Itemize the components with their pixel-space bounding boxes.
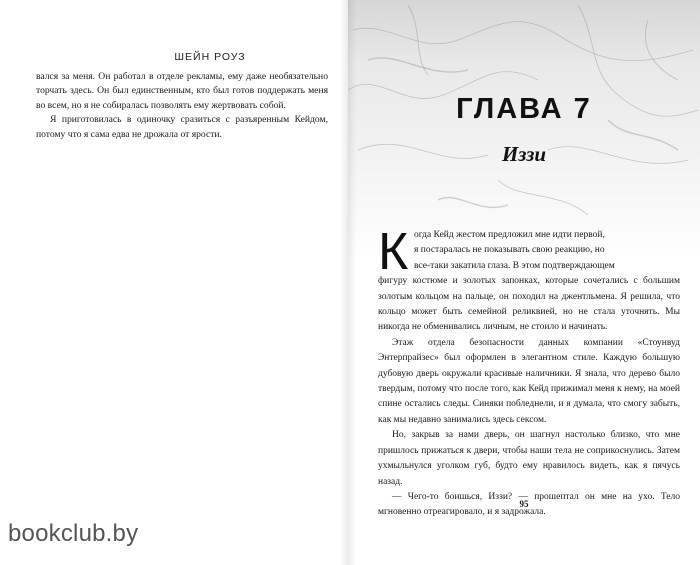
chapter-title: ГЛАВА 7 — [456, 93, 592, 125]
right-page-text — [378, 223, 680, 521]
text-line: я постаралась не показывать свою реакцию, но — [414, 245, 605, 256]
left-page — [0, 0, 348, 565]
text-line: огда Кейд жестом предложил мне идти первой, — [414, 230, 605, 240]
paragraph: — Чего-то боишься, Иззи? — прошептал он мне на ухо. Тело мгновенно отреагировало, и я задрожала. — [378, 491, 680, 518]
marble-background — [348, 0, 700, 260]
paragraph: фигуру костюме и золотых запонках, которые сочетались с большим золотым кольцом на пальце, он походил на джентльмена. Я решила, что кольцо может быть семейной реликвией, но не стала уточнять. Мы никогда не обменивались личным, не стоило и начинать. — [378, 276, 680, 333]
paragraph: Я приготовилась в одиночку сразиться с разъяренным Кейдом, потому что я сама едва не дрожала от ярости. — [36, 114, 328, 140]
chapter-subtitle: Иззи — [501, 142, 547, 166]
drop-cap: К — [378, 223, 409, 281]
marble-veins — [348, 0, 700, 260]
text-line: все-таки закатила глаза. В этом подтверждающем — [414, 260, 615, 271]
left-page-text — [36, 70, 328, 142]
paragraph: вался за меня. Он работал в отделе рекламы, ему даже необязательно торчать здесь. Он был единственным, кто был готов поддержать меня во всем, но я не собиралась позволять ему жертвовать собой. — [36, 71, 328, 111]
paragraph: Но, закрыв за нами дверь, он шагнул настолько близко, что мне пришлось прижаться к двери, чтобы наши тела не соприкоснулись. Затем ухмыльнулся уголком губ, будто ему нравилось видеть, как я пячусь назад. — [378, 430, 680, 487]
page-number: 95 — [519, 499, 529, 509]
paragraph: Этаж отдела безопасности данных компании «Стоунвуд Энтерпрайзес» был оформлен в элегантном стиле. Каждую большую дубовую дверь окружали красивые наличники. Я знала, что дерево было твердым, потому что после того, как Кейд прижимал меня к нему, на моей спине остались следы. Синяки побледнели, и я думала, что смогу забыть, как мы недавно занимались здесь сексом. — [378, 337, 680, 425]
watermark-logo: bookclub.by — [8, 520, 139, 547]
gutter — [340, 0, 356, 565]
right-page — [348, 0, 700, 565]
running-head: ШЕЙН РОУЗ — [174, 51, 246, 63]
